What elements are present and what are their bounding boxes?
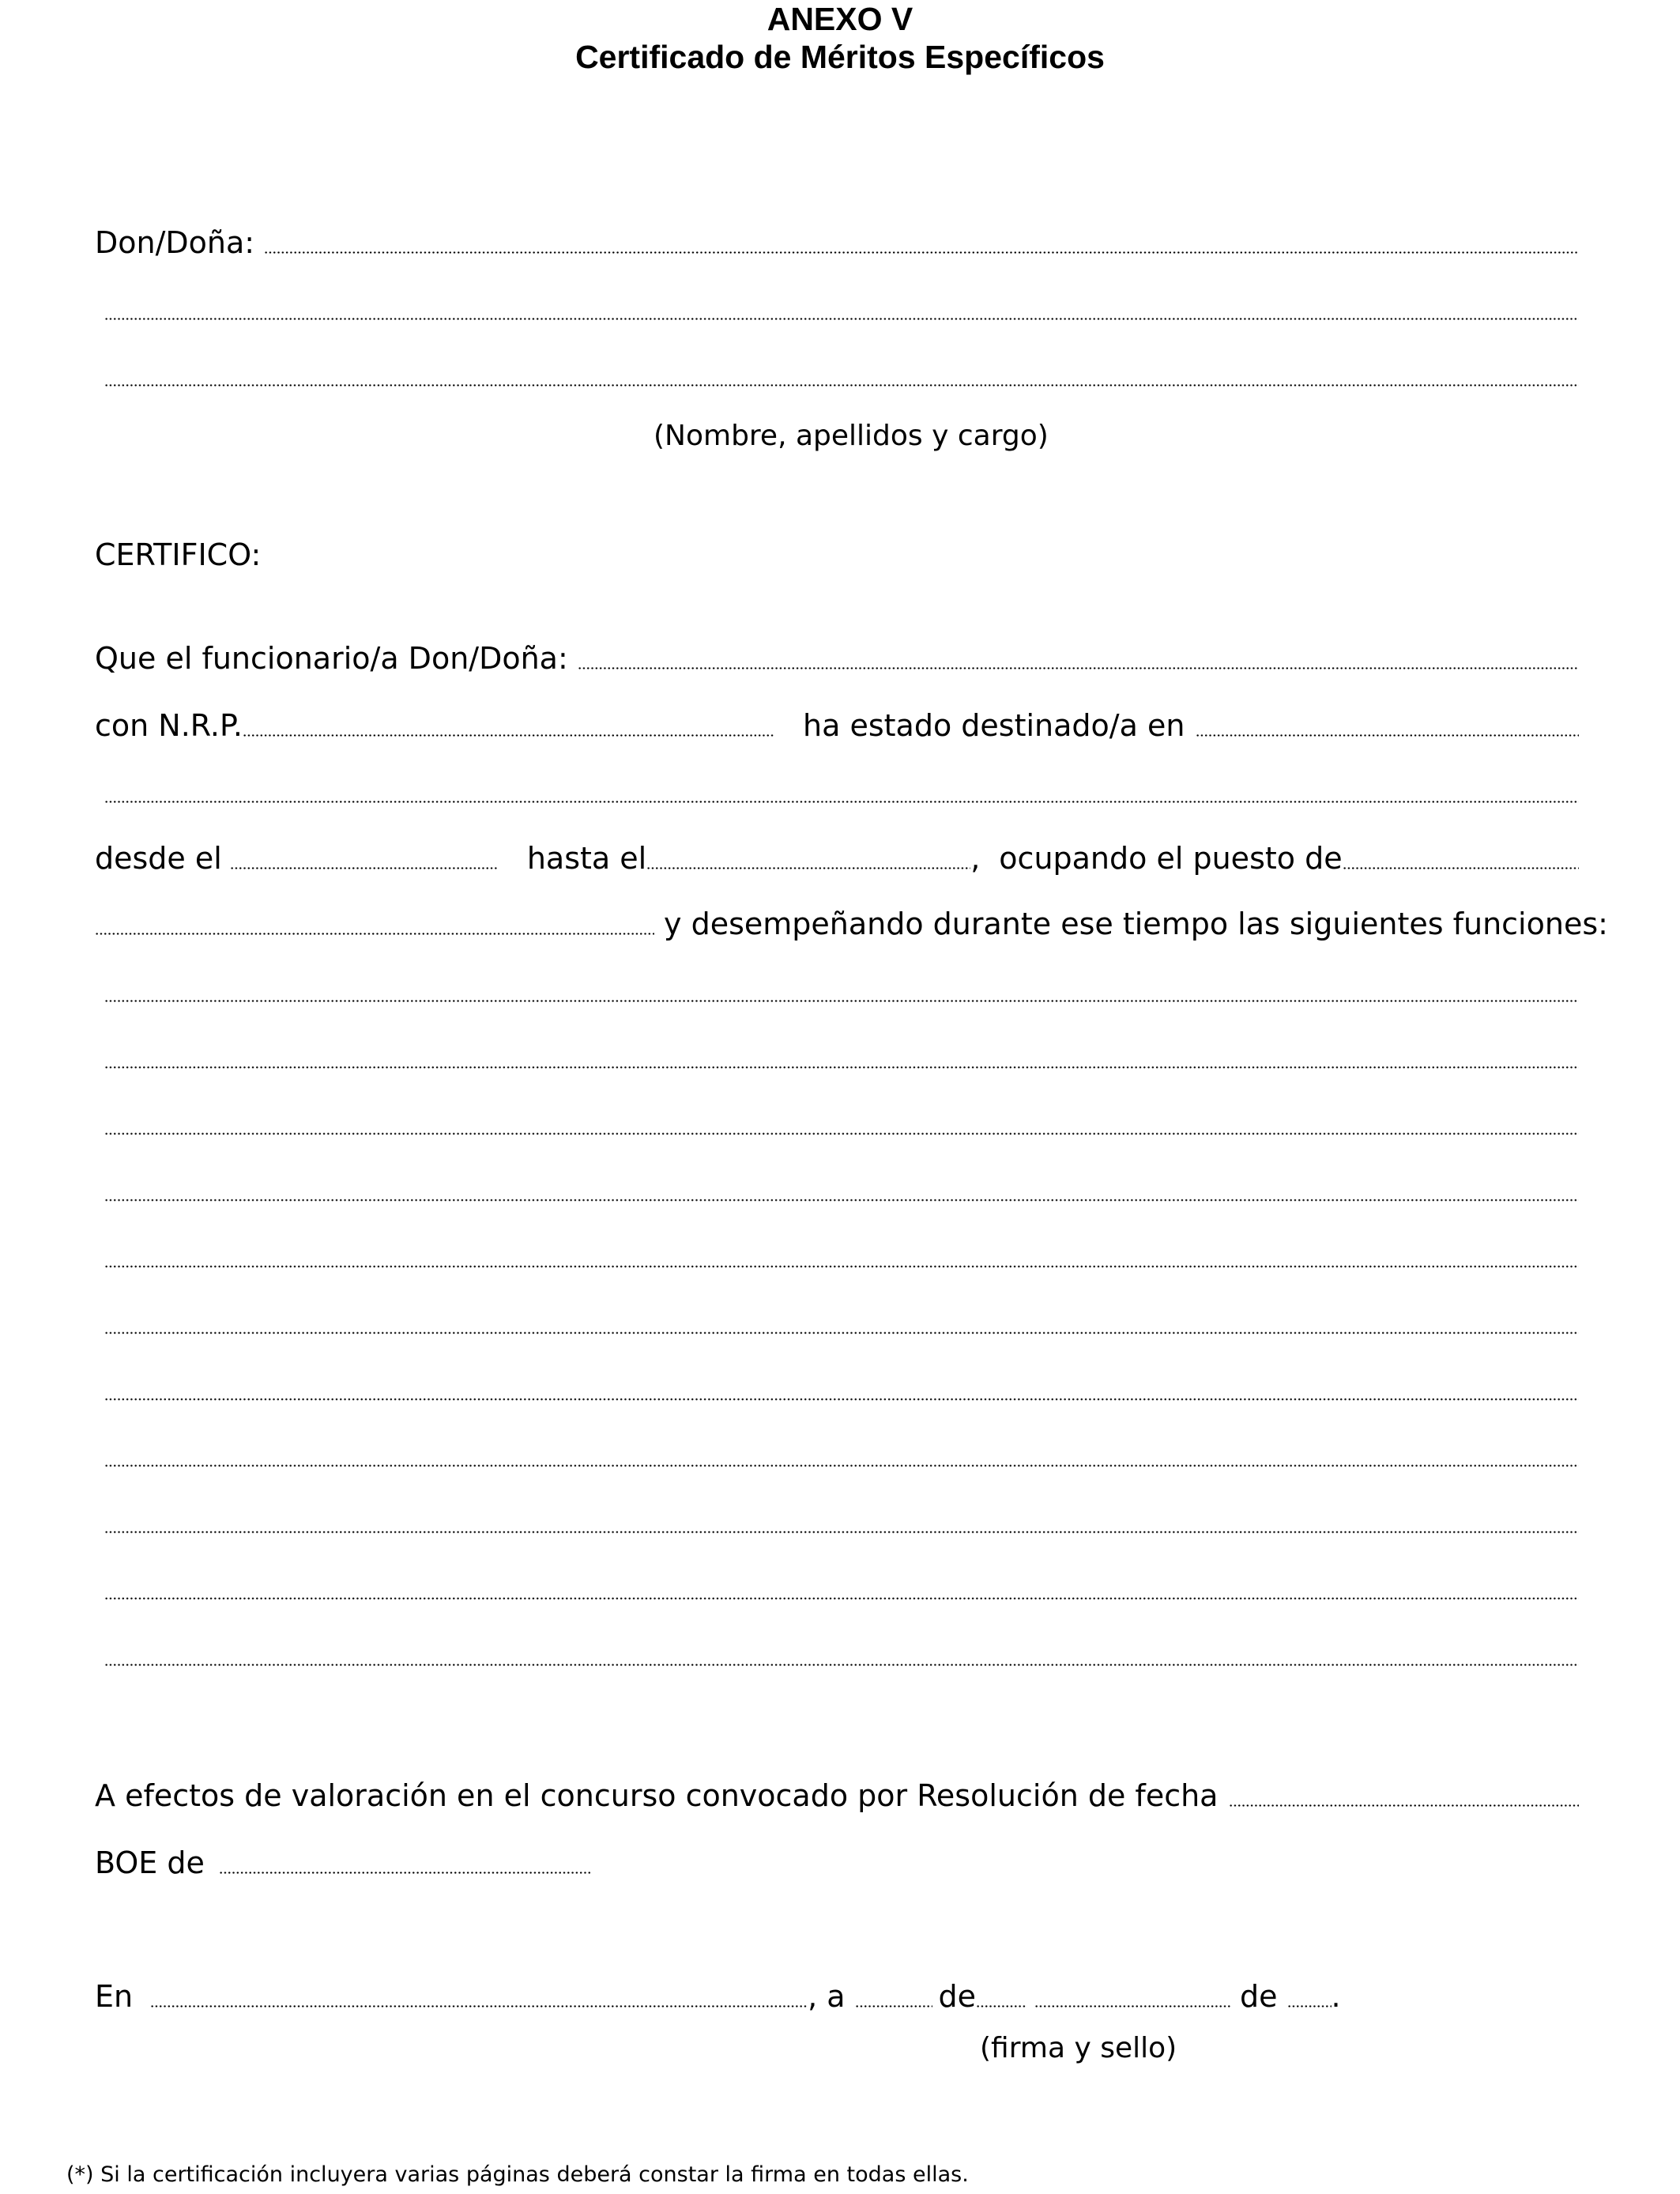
funciones-line-7 [95, 1369, 1579, 1410]
funciones-line-2 [95, 1037, 1579, 1078]
funciones-field-6[interactable] [104, 1332, 1579, 1334]
mes-field-a[interactable] [976, 2005, 1026, 2007]
funciones-line-1 [95, 971, 1579, 1012]
nrp-field[interactable] [243, 734, 774, 737]
en-label: En [95, 1979, 134, 2014]
lugar-fecha-row [95, 1976, 1341, 2017]
funciones-intro-row [95, 903, 1608, 944]
hasta-field[interactable] [646, 867, 970, 869]
nrp-row [95, 705, 1579, 746]
certifier-name-row [95, 222, 1579, 263]
destino-row-2 [95, 771, 1579, 812]
destino-field[interactable] [1196, 734, 1579, 737]
funciones-field-5[interactable] [104, 1265, 1579, 1268]
certifier-name-field-3[interactable] [104, 384, 1579, 386]
desde-label: desde el [95, 841, 222, 876]
funciones-field-8[interactable] [104, 1465, 1579, 1467]
funciones-field-1[interactable] [104, 1000, 1579, 1002]
certifier-name-row-3 [95, 355, 1579, 396]
document-title: Certificado de Méritos Específicos [575, 39, 1105, 75]
funciones-field-7[interactable] [104, 1398, 1579, 1400]
puesto-field-2[interactable] [95, 933, 654, 935]
funciones-label: y desempeñando durante ese tiempo las siguientes funciones: [664, 907, 1608, 941]
funciones-line-11 [95, 1634, 1579, 1676]
certifier-name-field[interactable] [264, 251, 1579, 254]
efectos-row [95, 1775, 1579, 1816]
funciones-line-10 [95, 1568, 1579, 1609]
funciones-field-11[interactable] [104, 1664, 1579, 1666]
funciones-field-9[interactable] [104, 1531, 1579, 1533]
puesto-label: ocupando el puesto de [999, 841, 1343, 876]
dia-field[interactable] [855, 2005, 932, 2007]
nrp-label: con N.R.P. [95, 708, 243, 743]
funciones-line-3 [95, 1103, 1579, 1144]
firma-caption: (firma y sello) [980, 2032, 1177, 2064]
boe-row [95, 1842, 1579, 1883]
funcionario-name-field[interactable] [578, 667, 1579, 669]
destino-label: ha estado destinado/a en [803, 708, 1185, 743]
boe-field[interactable] [219, 1872, 590, 1874]
funciones-line-4 [95, 1170, 1579, 1211]
desde-field[interactable] [230, 867, 497, 869]
end-dot: . [1331, 1979, 1341, 2014]
certifico-heading: CERTIFICO: [95, 537, 262, 572]
puesto-field[interactable] [1343, 867, 1579, 869]
destino-field-2[interactable] [104, 801, 1579, 803]
resolucion-fecha-field[interactable] [1229, 1804, 1579, 1807]
anio-field[interactable] [1287, 2005, 1332, 2007]
certifier-label: Don/Doña: [95, 225, 255, 260]
annex-heading: ANEXO V [767, 1, 913, 37]
efectos-label: A efectos de valoración en el concurso convocado por Resolución de fecha [95, 1778, 1219, 1813]
periodo-row [95, 838, 1579, 879]
mes-field-b[interactable] [1034, 2005, 1230, 2007]
footnote: (*) Si la certificación incluyera varias páginas deberá constar la firma en todas ellas. [66, 2162, 969, 2187]
de2-label: de [1240, 1979, 1278, 2014]
funciones-field-4[interactable] [104, 1199, 1579, 1201]
funciones-line-6 [95, 1302, 1579, 1344]
funciones-line-9 [95, 1502, 1579, 1543]
hasta-comma: , [970, 841, 981, 876]
funciones-field-2[interactable] [104, 1066, 1579, 1069]
certifier-caption: (Nombre, apellidos y cargo) [654, 420, 1049, 452]
funciones-line-5 [95, 1236, 1579, 1277]
de1-label: de [938, 1979, 977, 2014]
funcionario-label: Que el funcionario/a Don/Doña: [95, 641, 568, 676]
lugar-field[interactable] [150, 2005, 808, 2007]
funciones-line-8 [95, 1435, 1579, 1476]
boe-label: BOE de [95, 1845, 205, 1880]
certifier-name-field-2[interactable] [104, 318, 1579, 320]
funciones-field-3[interactable] [104, 1133, 1579, 1135]
funciones-field-10[interactable] [104, 1597, 1579, 1600]
funcionario-row [95, 638, 1579, 679]
a-label: , a [808, 1979, 846, 2014]
hasta-label: hasta el [526, 841, 647, 876]
certifier-name-row-2 [95, 288, 1579, 330]
